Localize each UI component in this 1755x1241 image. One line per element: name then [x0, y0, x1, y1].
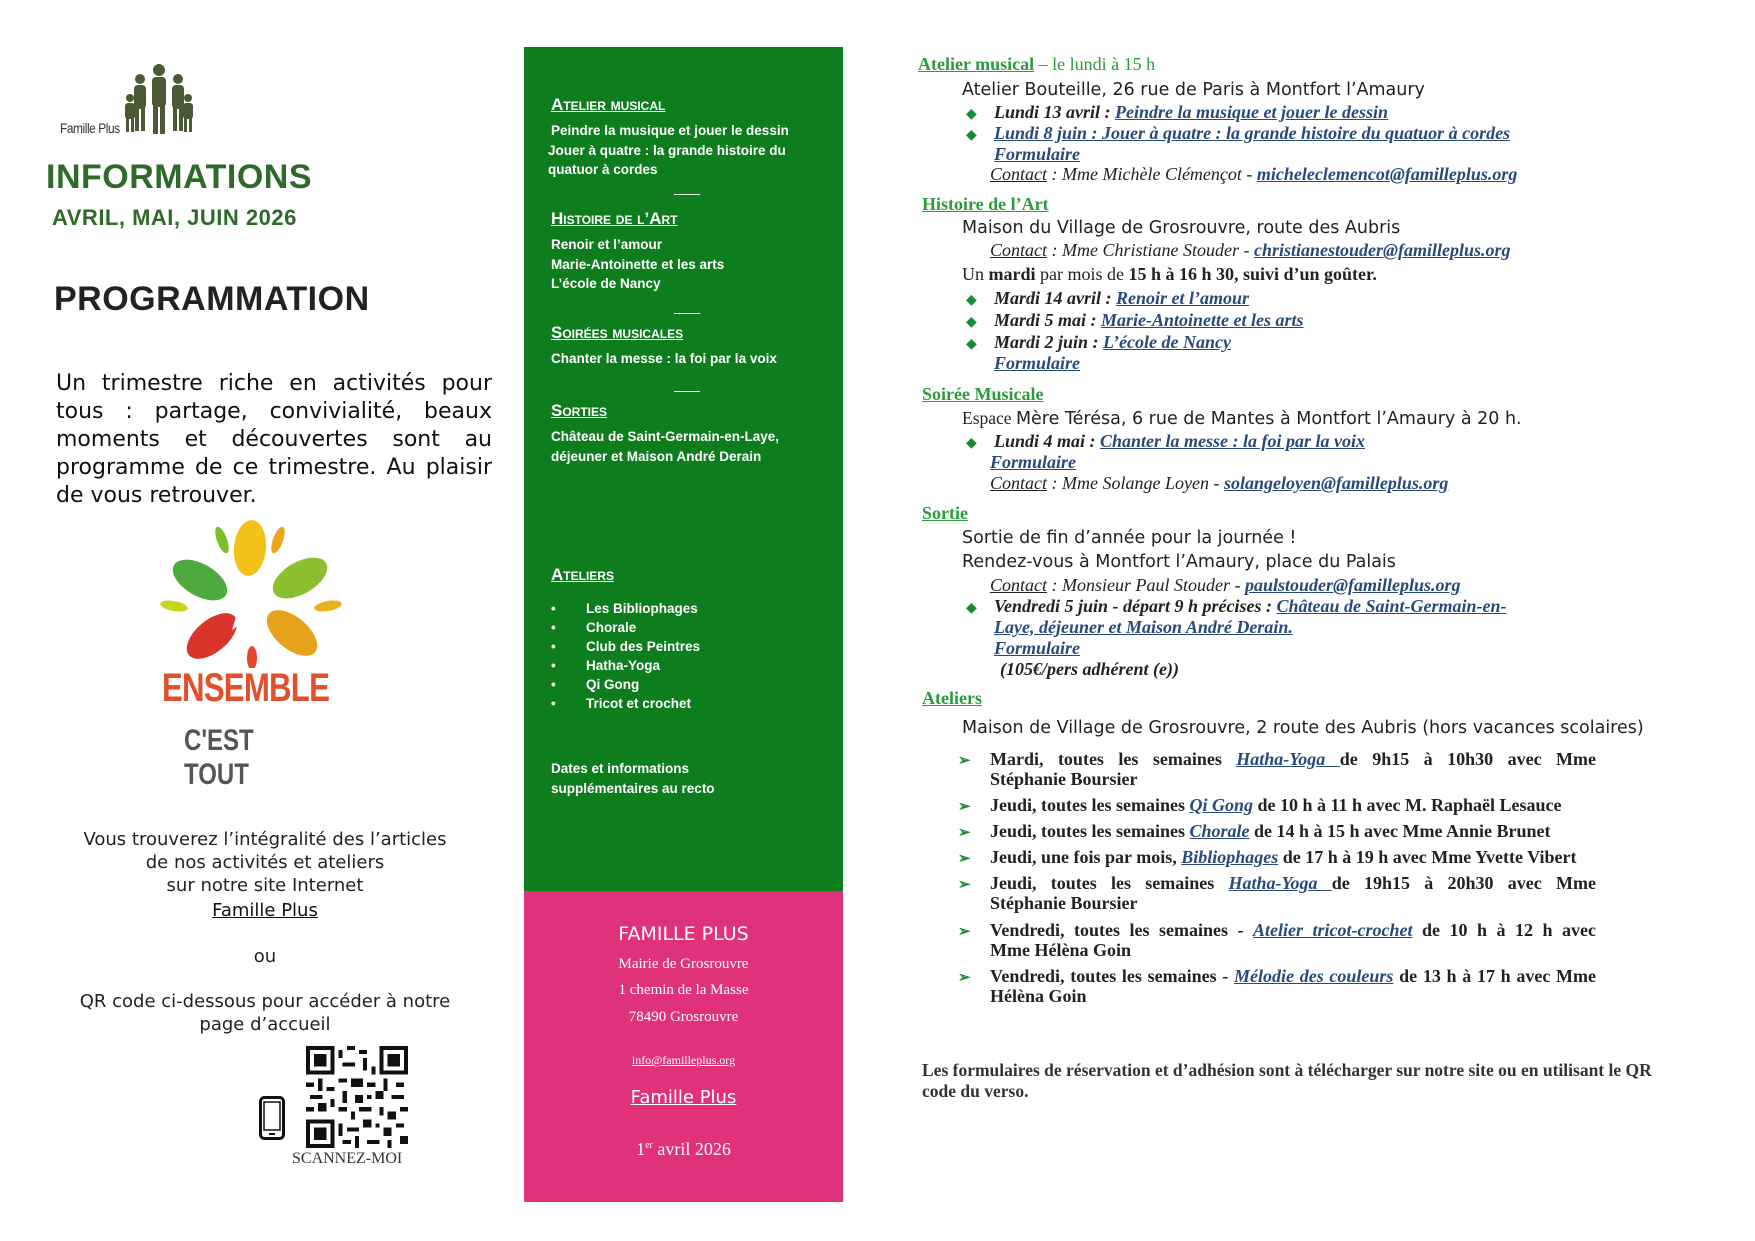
summary-list-soirees [551, 349, 777, 369]
page-title: INFORMATIONS [46, 158, 313, 196]
diamond-bullet-icon: ◆ [966, 293, 977, 308]
summary-line: L’école de Nancy [551, 276, 661, 291]
schedule-text: 15 h à 16 h 30, suivi d’un goûter. [1128, 264, 1377, 284]
atelier-item-4 [990, 847, 1576, 868]
atelier-item-6-cont: Mme Hélèna Goin [990, 940, 1131, 960]
list-item: • Hatha-Yoga [551, 656, 700, 675]
summary-heading-musical: Atelier musical [551, 95, 666, 114]
list-item: • Tricot et crochet [551, 694, 700, 713]
org-name: FAMILLE PLUS [618, 923, 749, 945]
arrow-bullet-icon: ➢ [958, 970, 971, 986]
item-date: Vendredi 5 juin - départ 9 h précises : [994, 596, 1277, 616]
or-text: ou [253, 946, 277, 967]
event-link[interactable]: Marie-Antoinette et les arts [1101, 310, 1304, 330]
form-link[interactable] [994, 638, 1080, 659]
atelier-link[interactable]: Bibliophages [1181, 847, 1279, 867]
issue-date [524, 1139, 843, 1160]
summary-list-musical [548, 121, 789, 180]
sortie-price: (105€/pers adhérent (e)) [1000, 659, 1179, 679]
event-link[interactable]: L’école de Nancy [1103, 332, 1231, 352]
form-link[interactable] [994, 353, 1080, 374]
sortie-item [994, 596, 1507, 617]
place-text: Mère Térésa, 6 rue de Mantes à Montfort l’Amaury à 20 h. [1015, 409, 1522, 429]
website-link[interactable]: Famille Plus [212, 900, 318, 921]
art-schedule [962, 264, 1377, 285]
item-date: Mardi 2 juin : [994, 332, 1104, 352]
arrow-bullet-icon: ➢ [958, 924, 971, 940]
summary-note [551, 759, 715, 798]
atelier-text: de 19h15 à 20h30 avec Mme [1331, 873, 1596, 893]
summary-line: Château de Saint-Germain-en-Laye, [551, 429, 780, 444]
arrow-bullet-icon: ➢ [958, 799, 971, 815]
soiree-item-1 [994, 431, 1365, 452]
date-day: 1 [636, 1139, 646, 1159]
atelier-text: de 10 h à 12 h avec [1412, 920, 1597, 940]
section-soiree-title: Soirée Musicale [922, 384, 1044, 404]
musical-contact [990, 164, 1517, 185]
schedule-text: mardi [988, 264, 1036, 284]
qr-text-line: page d’accueil [199, 1014, 331, 1035]
sortie-line: Sortie de fin d’année pour la journée ! [962, 528, 1297, 548]
ensemble-logo [152, 518, 348, 791]
contact-email-link[interactable]: paulstouder@familleplus.org [1244, 575, 1461, 595]
atelier-text: Jeudi, toutes les semaines [990, 873, 1229, 893]
contact-label: Contact [990, 240, 1047, 260]
list-item: • Qi Gong [551, 675, 700, 694]
event-link[interactable]: Laye, déjeuner et Maison André Derain. [994, 617, 1293, 637]
event-link[interactable]: Château de Saint-Germain-en- [1276, 596, 1507, 616]
summary-line: Chanter la messe : la foi par la voix [551, 351, 777, 366]
section-art-title: Histoire de l’Art [922, 194, 1049, 214]
form-link-label[interactable]: Formulaire [994, 638, 1081, 658]
website-text-line: de nos activités et ateliers [145, 852, 385, 873]
art-item-3 [994, 332, 1231, 353]
contact-text: : Monsieur Paul Stouder - [1047, 575, 1245, 595]
art-item-1 [994, 288, 1249, 309]
diamond-bullet-icon: ◆ [966, 337, 977, 352]
scan-me-label: SCANNEZ-MOI [292, 1150, 403, 1167]
sortie-item-cont [994, 617, 1293, 638]
atelier-text: Jeudi, une fois par mois, [990, 847, 1182, 867]
summary-line: quatuor à cordes [548, 162, 658, 177]
form-link[interactable] [990, 452, 1076, 473]
atelier-item-5-cont: Stéphanie Boursier [990, 893, 1138, 913]
summary-heading-soirees: Soirées musicales [551, 323, 684, 342]
address-line: Mairie de Grosrouvre [618, 956, 749, 972]
atelier-link[interactable]: Hatha-Yoga [1228, 873, 1332, 893]
atelier-text: Jeudi, toutes les semaines [990, 821, 1190, 841]
musical-item-2 [994, 123, 1510, 144]
website-text-line: Vous trouverez l’intégralité des l’articles [83, 829, 447, 850]
atelier-item-5 [990, 873, 1596, 894]
atelier-item-7 [990, 966, 1596, 987]
art-item-2 [994, 310, 1304, 331]
famille-plus-logo [58, 64, 198, 144]
email-link[interactable]: info@familleplus.org [631, 1053, 736, 1067]
arrow-bullet-icon: ➢ [958, 877, 971, 893]
footer-note: Les formulaires de réservation et d’adhésion sont à télécharger sur notre site ou en utilisant le QR code du verso. [922, 1060, 1652, 1101]
form-link-label[interactable]: Formulaire [994, 144, 1081, 164]
list-item: • Les Bibliophages [551, 599, 700, 618]
art-contact [990, 240, 1511, 261]
arrow-bullet-icon: ➢ [958, 825, 971, 841]
summary-heading-sorties: Sorties [551, 401, 608, 420]
soiree-place [962, 408, 1522, 429]
place-text: Espace [962, 408, 1016, 428]
website-text-line: sur notre site Internet [166, 875, 364, 896]
event-link[interactable]: Renoir et l’amour [1116, 288, 1250, 308]
website-text [40, 828, 490, 897]
contact-text: : Mme Solange Loyen - [1047, 473, 1224, 493]
schedule-text: Un [962, 264, 989, 284]
atelier-text: de 10 h à 11 h avec M. Raphaël Lesauce [1253, 795, 1562, 815]
divider [674, 313, 700, 314]
musical-header [918, 54, 1155, 75]
smartphone-icon [259, 1096, 285, 1140]
summary-list-sorties [551, 427, 779, 466]
atelier-item-3 [990, 821, 1551, 842]
item-date: Lundi 8 juin : [994, 123, 1103, 143]
contact-email-link[interactable]: christianestouder@familleplus.org [1253, 240, 1511, 260]
item-date: Lundi 4 mai : [994, 431, 1101, 451]
atelier-link[interactable]: Mélodie des couleurs [1234, 966, 1394, 986]
sortie-contact [990, 575, 1461, 596]
soiree-contact [990, 473, 1448, 494]
musical-place: Atelier Bouteille, 26 rue de Paris à Montfort l’Amaury [962, 80, 1425, 100]
contact-text: : Mme Michèle Clémençot - [1047, 164, 1257, 184]
summary-line: Renoir et l’amour [551, 237, 663, 252]
summary-line: Peindre la musique et jouer le dessin [551, 123, 789, 138]
period-subtitle: AVRIL, MAI, JUIN 2026 [52, 205, 297, 230]
contact-email-link[interactable]: solangeloyen@familleplus.org [1223, 473, 1449, 493]
cest-tout-word: C'EST TOUT [184, 724, 254, 791]
hands-icon [152, 518, 348, 668]
event-link[interactable]: Chanter la messe : la foi par la voix [1100, 431, 1366, 451]
sortie-line: Rendez-vous à Montfort l’Amaury, place du Palais [962, 552, 1396, 572]
family-icon [124, 64, 194, 138]
form-link-label[interactable]: Formulaire [990, 452, 1077, 472]
list-item: • Chorale [551, 618, 700, 637]
atelier-link[interactable]: Hatha-Yoga [1236, 749, 1340, 769]
schedule-text: par mois de [1035, 264, 1129, 284]
art-place: Maison du Village de Grosrouvre, route des Aubris [962, 218, 1401, 238]
atelier-text: Jeudi, toutes les semaines [990, 795, 1190, 815]
musical-item-1 [994, 102, 1388, 123]
summary-panel [524, 47, 843, 891]
item-date: Lundi 13 avril : [994, 102, 1116, 122]
list-item: • Club des Peintres [551, 637, 700, 656]
atelier-text: de 9h15 à 10h30 avec Mme [1339, 749, 1596, 769]
atelier-text: de 17 h à 19 h avec Mme Yvette Vibert [1278, 847, 1577, 867]
contact-panel [524, 891, 843, 1202]
summary-heading-ateliers: Ateliers [551, 565, 614, 584]
item-date: Mardi 5 mai : [994, 310, 1102, 330]
contact-email-link[interactable]: micheleclemencot@familleplus.org [1256, 164, 1518, 184]
qr-text [40, 990, 490, 1036]
ateliers-list [551, 599, 700, 713]
contact-label: Contact [990, 575, 1047, 595]
contact-label: Contact [990, 473, 1047, 493]
address-line: 1 chemin de la Masse [618, 982, 749, 998]
section-ateliers-title: Ateliers [922, 688, 982, 708]
divider [674, 391, 700, 392]
program-details [918, 0, 1678, 1241]
atelier-link[interactable]: Chorale [1189, 821, 1250, 841]
event-link[interactable]: Jouer à quatre : la grande histoire du quatuor à cordes [1102, 123, 1511, 143]
atelier-link[interactable]: Atelier tricot-crochet [1253, 920, 1413, 940]
atelier-text: Vendredi, toutes les semaines - [990, 920, 1254, 940]
website-link[interactable]: Famille Plus [630, 1087, 737, 1108]
diamond-bullet-icon: ◆ [966, 315, 977, 330]
address-line: 78490 Grosrouvre [628, 1009, 739, 1025]
diamond-bullet-icon: ◆ [966, 601, 977, 616]
summary-line: Jouer à quatre : la grande histoire du [548, 142, 786, 158]
section-title: PROGRAMMATION [54, 280, 370, 318]
event-link[interactable]: Peindre la musique et jouer le dessin [1115, 102, 1389, 122]
summary-line: Marie-Antoinette et les arts [551, 256, 725, 272]
atelier-item-7-cont: Hélèna Goin [990, 986, 1087, 1006]
summary-line: déjeuner et Maison André Derain [551, 448, 762, 464]
atelier-link[interactable]: Qi Gong [1189, 795, 1254, 815]
atelier-item-6 [990, 920, 1596, 941]
contact-label: Contact [990, 164, 1047, 184]
summary-list-art [551, 235, 724, 294]
left-column [0, 0, 520, 1241]
atelier-text: de 13 h à 17 h avec Mme [1393, 966, 1597, 986]
atelier-item-1-cont: Stéphanie Boursier [990, 769, 1138, 789]
form-link[interactable] [994, 144, 1080, 165]
atelier-text: Vendredi, toutes les semaines - [990, 966, 1235, 986]
diamond-bullet-icon: ◆ [966, 128, 977, 143]
musical-time: – le lundi à 15 h [1034, 54, 1156, 74]
arrow-bullet-icon: ➢ [958, 753, 971, 769]
ateliers-place: Maison de Village de Grosrouvre, 2 route des Aubris (hors vacances scolaires) [962, 718, 1644, 738]
atelier-text: de 14 h à 15 h avec Mme Annie Brunet [1249, 821, 1551, 841]
qr-code[interactable] [306, 1046, 408, 1148]
section-musical-title: Atelier musical [918, 54, 1035, 74]
atelier-item-2 [990, 795, 1562, 816]
qr-text-line: QR code ci-dessous pour accéder à notre [79, 991, 451, 1012]
contact-text: : Mme Christiane Stouder - [1047, 240, 1254, 260]
atelier-text: Mardi, toutes les semaines [990, 749, 1237, 769]
date-sup: er [645, 1140, 653, 1151]
section-sortie-title: Sortie [922, 503, 968, 523]
atelier-item-1 [990, 749, 1596, 770]
divider [674, 194, 700, 195]
diamond-bullet-icon: ◆ [966, 107, 977, 122]
ensemble-word: ENSEMBLE [162, 666, 330, 710]
arrow-bullet-icon: ➢ [958, 851, 971, 867]
logo-text: Famille Plus [60, 120, 120, 136]
summary-heading-art: Histoire de l’Art [551, 209, 678, 228]
date-rest: avril 2026 [652, 1139, 731, 1159]
form-link-label[interactable]: Formulaire [994, 353, 1081, 373]
summary-line: supplémentaires au recto [551, 780, 715, 796]
summary-line: Dates et informations [551, 761, 690, 776]
diamond-bullet-icon: ◆ [966, 436, 977, 451]
item-date: Mardi 14 avril : [994, 288, 1117, 308]
intro-paragraph: Un trimestre riche en activités pour tous : partage, convivialité, beaux moments et découvertes sont au programme de ce trimestre. Au plaisir de vous retrouver. [56, 371, 492, 508]
